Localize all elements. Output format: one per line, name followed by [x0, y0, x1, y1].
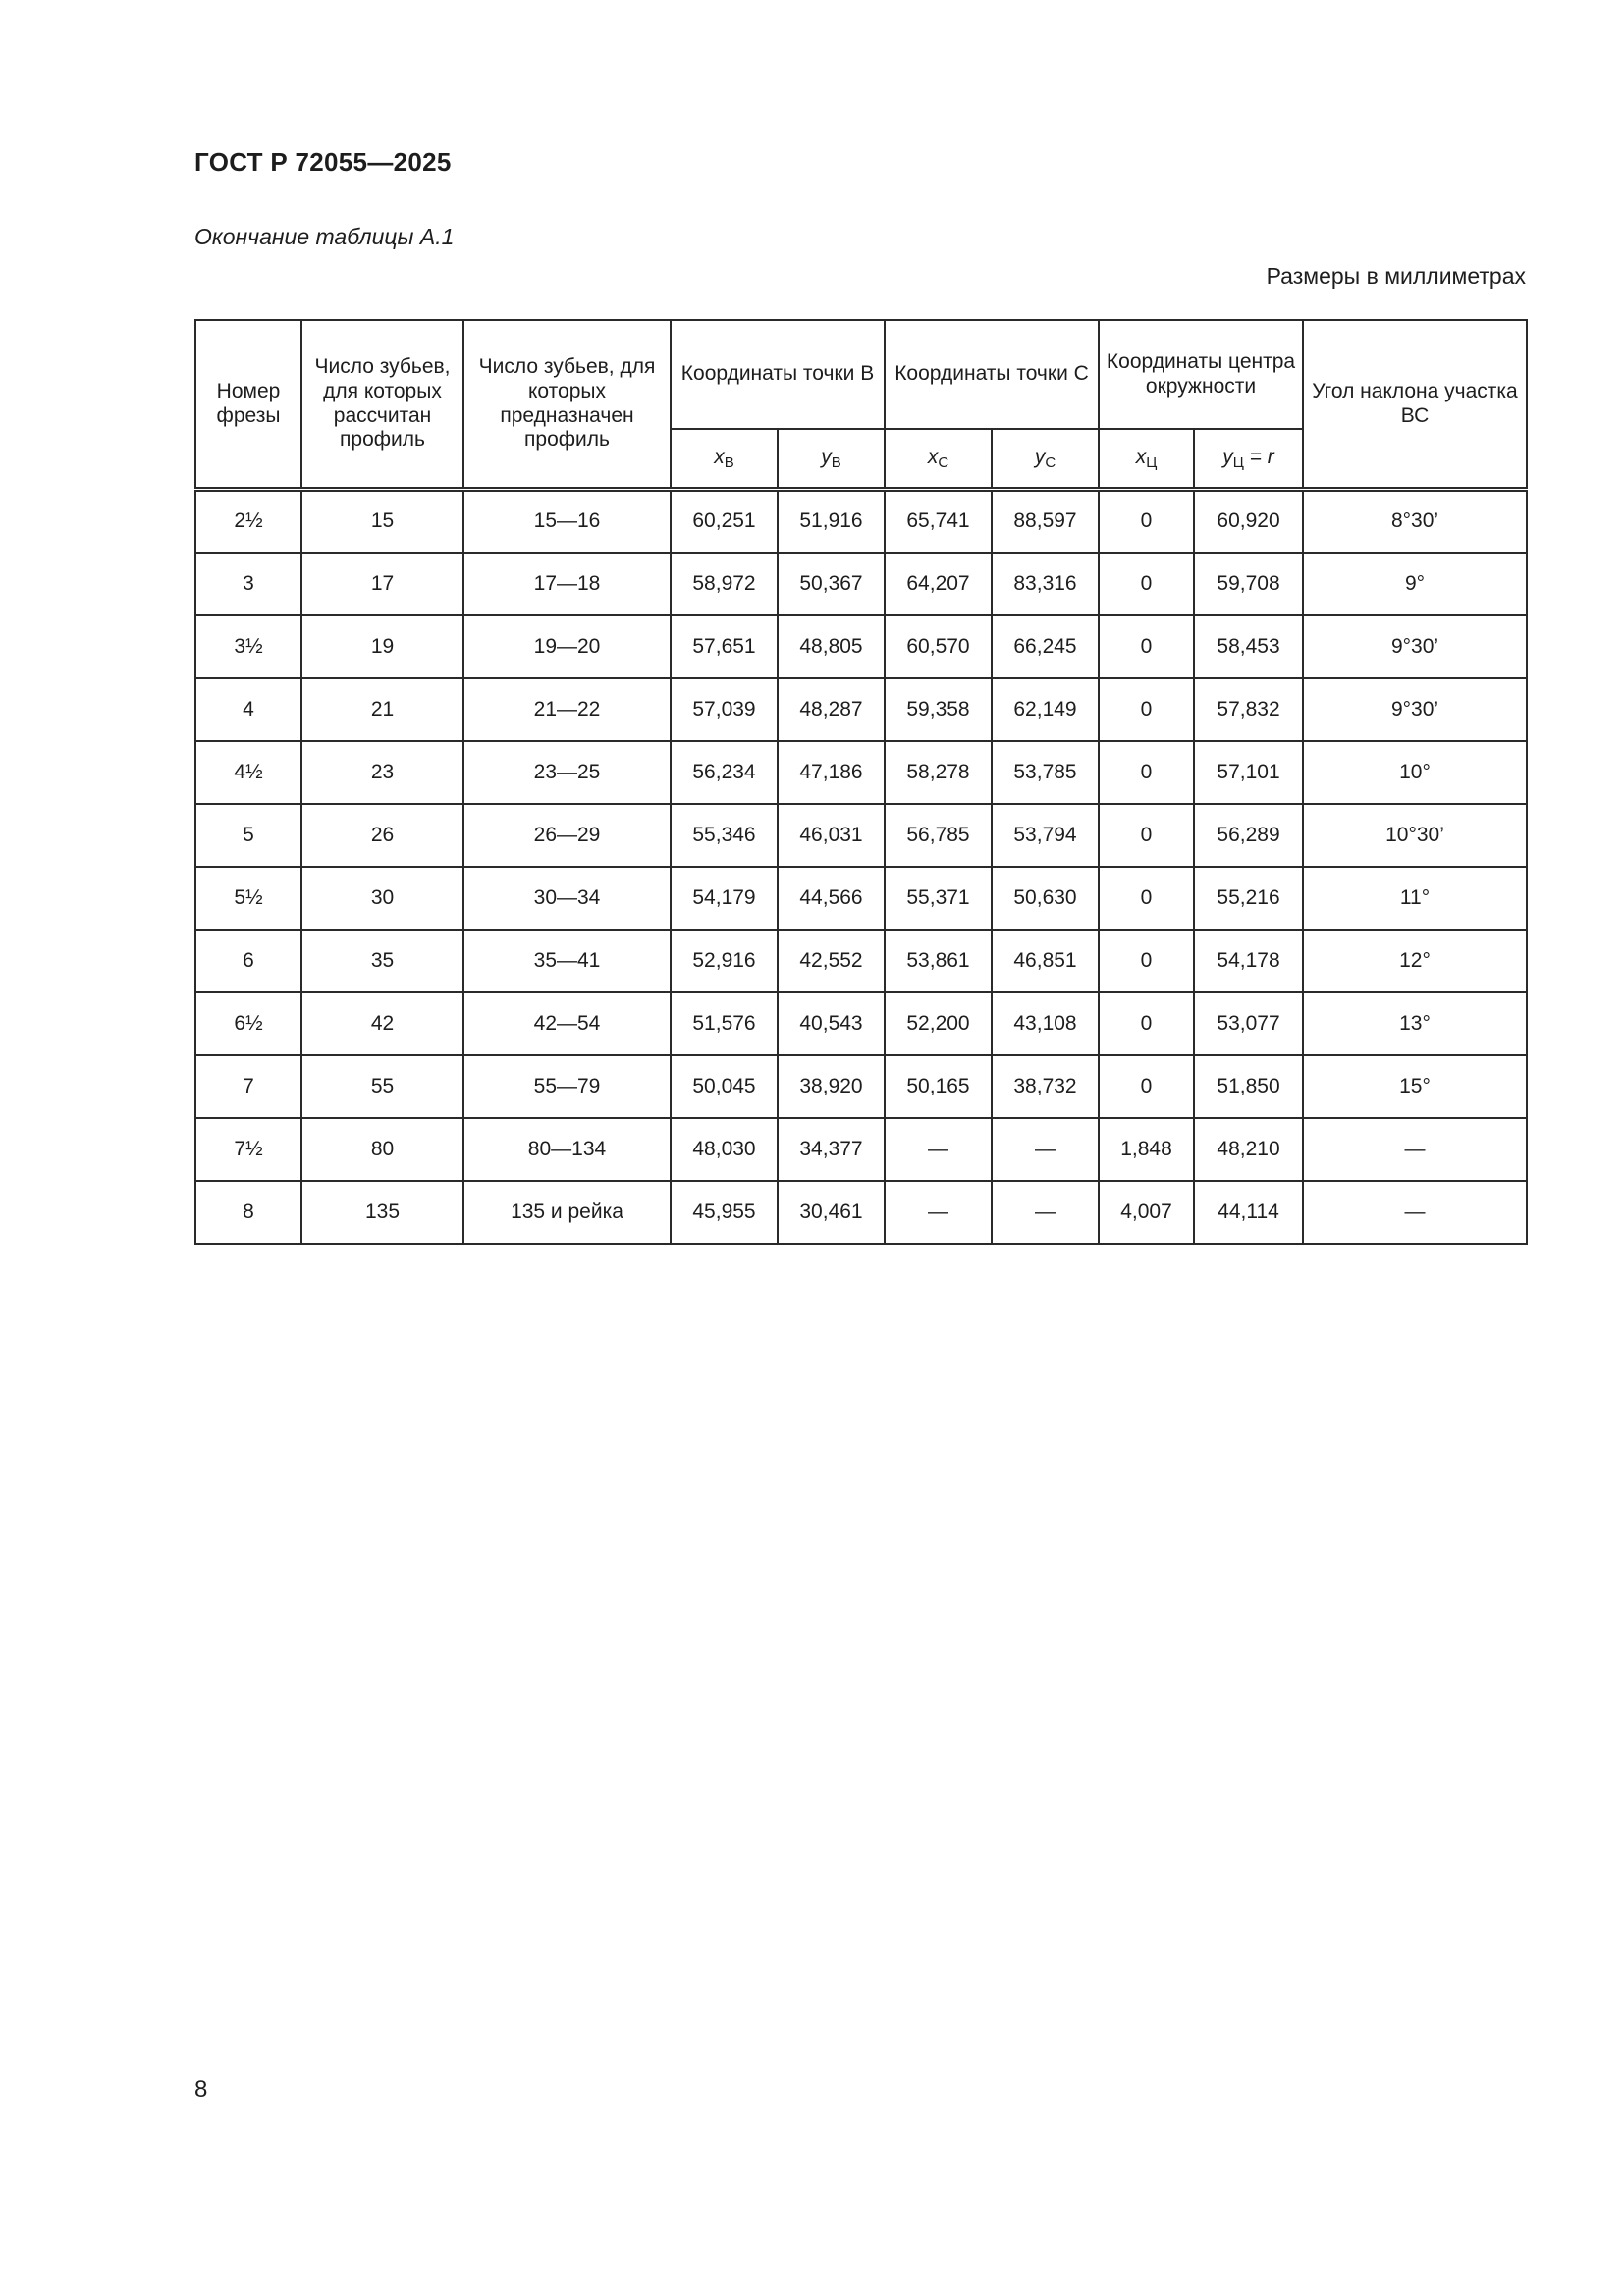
cell-y-center: 48,210	[1194, 1118, 1303, 1181]
cell-cutter-number: 2½	[195, 490, 301, 553]
cell-x-center: 1,848	[1099, 1118, 1194, 1181]
cell-teeth-intended: 19—20	[463, 615, 671, 678]
cell-teeth-calculated: 55	[301, 1055, 463, 1118]
cell-yb: 42,552	[778, 930, 885, 992]
cell-yb: 30,461	[778, 1181, 885, 1244]
cell-slope-angle: 13°	[1303, 992, 1527, 1055]
table-row	[195, 804, 1527, 867]
cell-x-center: 0	[1099, 804, 1194, 867]
table-row	[195, 1181, 1527, 1244]
table-row	[195, 490, 1527, 553]
cell-yc: 62,149	[992, 678, 1099, 741]
cell-xb: 58,972	[671, 553, 778, 615]
table-row	[195, 930, 1527, 992]
cell-xb: 54,179	[671, 867, 778, 930]
cell-xb: 55,346	[671, 804, 778, 867]
cell-slope-angle: 15°	[1303, 1055, 1527, 1118]
cell-xb: 60,251	[671, 490, 778, 553]
cell-yc: 46,851	[992, 930, 1099, 992]
cell-slope-angle: 10°30’	[1303, 804, 1527, 867]
cell-yc: —	[992, 1181, 1099, 1244]
cell-xc: 56,785	[885, 804, 992, 867]
cell-teeth-calculated: 21	[301, 678, 463, 741]
cell-teeth-calculated: 80	[301, 1118, 463, 1181]
cell-y-center: 54,178	[1194, 930, 1303, 992]
table-row	[195, 992, 1527, 1055]
cell-cutter-number: 7½	[195, 1118, 301, 1181]
cell-teeth-intended: 17—18	[463, 553, 671, 615]
cell-y-center: 44,114	[1194, 1181, 1303, 1244]
cell-x-center: 0	[1099, 615, 1194, 678]
cell-y-center: 59,708	[1194, 553, 1303, 615]
cell-y-center: 57,832	[1194, 678, 1303, 741]
cell-yb: 47,186	[778, 741, 885, 804]
cell-xc: 53,861	[885, 930, 992, 992]
cell-x-center: 0	[1099, 992, 1194, 1055]
cell-teeth-intended: 30—34	[463, 867, 671, 930]
cell-xc: 55,371	[885, 867, 992, 930]
cell-xc: —	[885, 1181, 992, 1244]
cell-y-center: 58,453	[1194, 615, 1303, 678]
subheader-y-center: $y_Ц = r$	[1194, 429, 1303, 490]
cell-teeth-calculated: 17	[301, 553, 463, 615]
table-row	[195, 741, 1527, 804]
cell-teeth-calculated: 23	[301, 741, 463, 804]
cell-teeth-calculated: 26	[301, 804, 463, 867]
cell-cutter-number: 7	[195, 1055, 301, 1118]
cell-yc: 50,630	[992, 867, 1099, 930]
header-slope-angle: Угол наклона участка ВС	[1303, 320, 1527, 490]
table-header	[195, 320, 1527, 490]
header-point-c: Координаты точки С	[885, 320, 1099, 429]
cell-y-center: 53,077	[1194, 992, 1303, 1055]
cell-yb: 44,566	[778, 867, 885, 930]
cell-teeth-intended: 42—54	[463, 992, 671, 1055]
cell-slope-angle: 12°	[1303, 930, 1527, 992]
cell-slope-angle: —	[1303, 1181, 1527, 1244]
cell-yb: 38,920	[778, 1055, 885, 1118]
cell-xb: 48,030	[671, 1118, 778, 1181]
cell-x-center: 0	[1099, 553, 1194, 615]
cell-cutter-number: 5	[195, 804, 301, 867]
cell-x-center: 0	[1099, 867, 1194, 930]
cell-teeth-calculated: 15	[301, 490, 463, 553]
table-body	[195, 490, 1527, 1244]
cell-xc: 59,358	[885, 678, 992, 741]
subheader-yb: $y_В$	[778, 429, 885, 490]
cell-teeth-intended: 26—29	[463, 804, 671, 867]
cell-cutter-number: 5½	[195, 867, 301, 930]
cell-teeth-calculated: 30	[301, 867, 463, 930]
cell-x-center: 0	[1099, 678, 1194, 741]
cell-cutter-number: 4	[195, 678, 301, 741]
table-row	[195, 553, 1527, 615]
cell-xb: 56,234	[671, 741, 778, 804]
subheader-xb: $x_В$	[671, 429, 778, 490]
cell-yc: 43,108	[992, 992, 1099, 1055]
table-row	[195, 1118, 1527, 1181]
cell-slope-angle: 10°	[1303, 741, 1527, 804]
cell-yc: 66,245	[992, 615, 1099, 678]
subheader-yc: $y_С$	[992, 429, 1099, 490]
cell-teeth-calculated: 35	[301, 930, 463, 992]
cell-cutter-number: 6½	[195, 992, 301, 1055]
cell-xc: —	[885, 1118, 992, 1181]
cell-y-center: 60,920	[1194, 490, 1303, 553]
subheader-xc: $x_С$	[885, 429, 992, 490]
header-circle-center: Координаты центра окружности	[1099, 320, 1303, 429]
cell-teeth-calculated: 19	[301, 615, 463, 678]
header-point-b: Координаты точки В	[671, 320, 885, 429]
cell-slope-angle: 11°	[1303, 867, 1527, 930]
cell-x-center: 4,007	[1099, 1181, 1194, 1244]
cell-xc: 60,570	[885, 615, 992, 678]
cell-x-center: 0	[1099, 490, 1194, 553]
cell-yc: —	[992, 1118, 1099, 1181]
cell-xb: 57,651	[671, 615, 778, 678]
table-row	[195, 615, 1527, 678]
units-note: Размеры в миллиметрах	[1266, 263, 1526, 289]
header-cutter-number: Номер фрезы	[195, 320, 301, 490]
cell-y-center: 55,216	[1194, 867, 1303, 930]
cell-slope-angle: 8°30’	[1303, 490, 1527, 553]
header-teeth-calculated: Число зубьев, для которых рассчитан профиль	[301, 320, 463, 490]
cell-xc: 52,200	[885, 992, 992, 1055]
header-teeth-intended: Число зубьев, для которых предназначен профиль	[463, 320, 671, 490]
cell-xb: 51,576	[671, 992, 778, 1055]
cell-yc: 53,785	[992, 741, 1099, 804]
table-continuation-caption: Окончание таблицы А.1	[194, 224, 455, 249]
cell-teeth-intended: 15—16	[463, 490, 671, 553]
cell-cutter-number: 3½	[195, 615, 301, 678]
cell-teeth-calculated: 42	[301, 992, 463, 1055]
cell-yb: 40,543	[778, 992, 885, 1055]
cell-xc: 64,207	[885, 553, 992, 615]
cutter-profile-table	[194, 319, 1528, 1245]
cell-yc: 83,316	[992, 553, 1099, 615]
page-number: 8	[194, 2076, 208, 2103]
cell-xb: 45,955	[671, 1181, 778, 1244]
cell-xc: 58,278	[885, 741, 992, 804]
cell-slope-angle: 9°30’	[1303, 615, 1527, 678]
cell-teeth-intended: 35—41	[463, 930, 671, 992]
cell-yc: 53,794	[992, 804, 1099, 867]
cell-xb: 52,916	[671, 930, 778, 992]
cell-y-center: 51,850	[1194, 1055, 1303, 1118]
cell-slope-angle: 9°	[1303, 553, 1527, 615]
cell-yb: 34,377	[778, 1118, 885, 1181]
cell-xc: 65,741	[885, 490, 992, 553]
cell-xc: 50,165	[885, 1055, 992, 1118]
cell-teeth-intended: 21—22	[463, 678, 671, 741]
cell-y-center: 56,289	[1194, 804, 1303, 867]
cell-yb: 48,287	[778, 678, 885, 741]
cell-teeth-intended: 135 и рейка	[463, 1181, 671, 1244]
document-id: ГОСТ Р 72055—2025	[194, 147, 452, 177]
cell-teeth-intended: 23—25	[463, 741, 671, 804]
cell-teeth-intended: 55—79	[463, 1055, 671, 1118]
cell-cutter-number: 4½	[195, 741, 301, 804]
cell-teeth-calculated: 135	[301, 1181, 463, 1244]
subheader-x-center: $x_Ц$	[1099, 429, 1194, 490]
cell-yc: 38,732	[992, 1055, 1099, 1118]
cell-x-center: 0	[1099, 741, 1194, 804]
cell-xb: 50,045	[671, 1055, 778, 1118]
cell-x-center: 0	[1099, 1055, 1194, 1118]
table-row	[195, 867, 1527, 930]
cell-yb: 51,916	[778, 490, 885, 553]
cell-yb: 46,031	[778, 804, 885, 867]
cell-x-center: 0	[1099, 930, 1194, 992]
cell-slope-angle: —	[1303, 1118, 1527, 1181]
cell-cutter-number: 3	[195, 553, 301, 615]
cell-yb: 48,805	[778, 615, 885, 678]
cell-y-center: 57,101	[1194, 741, 1303, 804]
cell-yc: 88,597	[992, 490, 1099, 553]
cell-yb: 50,367	[778, 553, 885, 615]
cell-cutter-number: 8	[195, 1181, 301, 1244]
cell-slope-angle: 9°30’	[1303, 678, 1527, 741]
cell-cutter-number: 6	[195, 930, 301, 992]
cell-xb: 57,039	[671, 678, 778, 741]
table-row	[195, 678, 1527, 741]
cell-teeth-intended: 80—134	[463, 1118, 671, 1181]
table-row	[195, 1055, 1527, 1118]
